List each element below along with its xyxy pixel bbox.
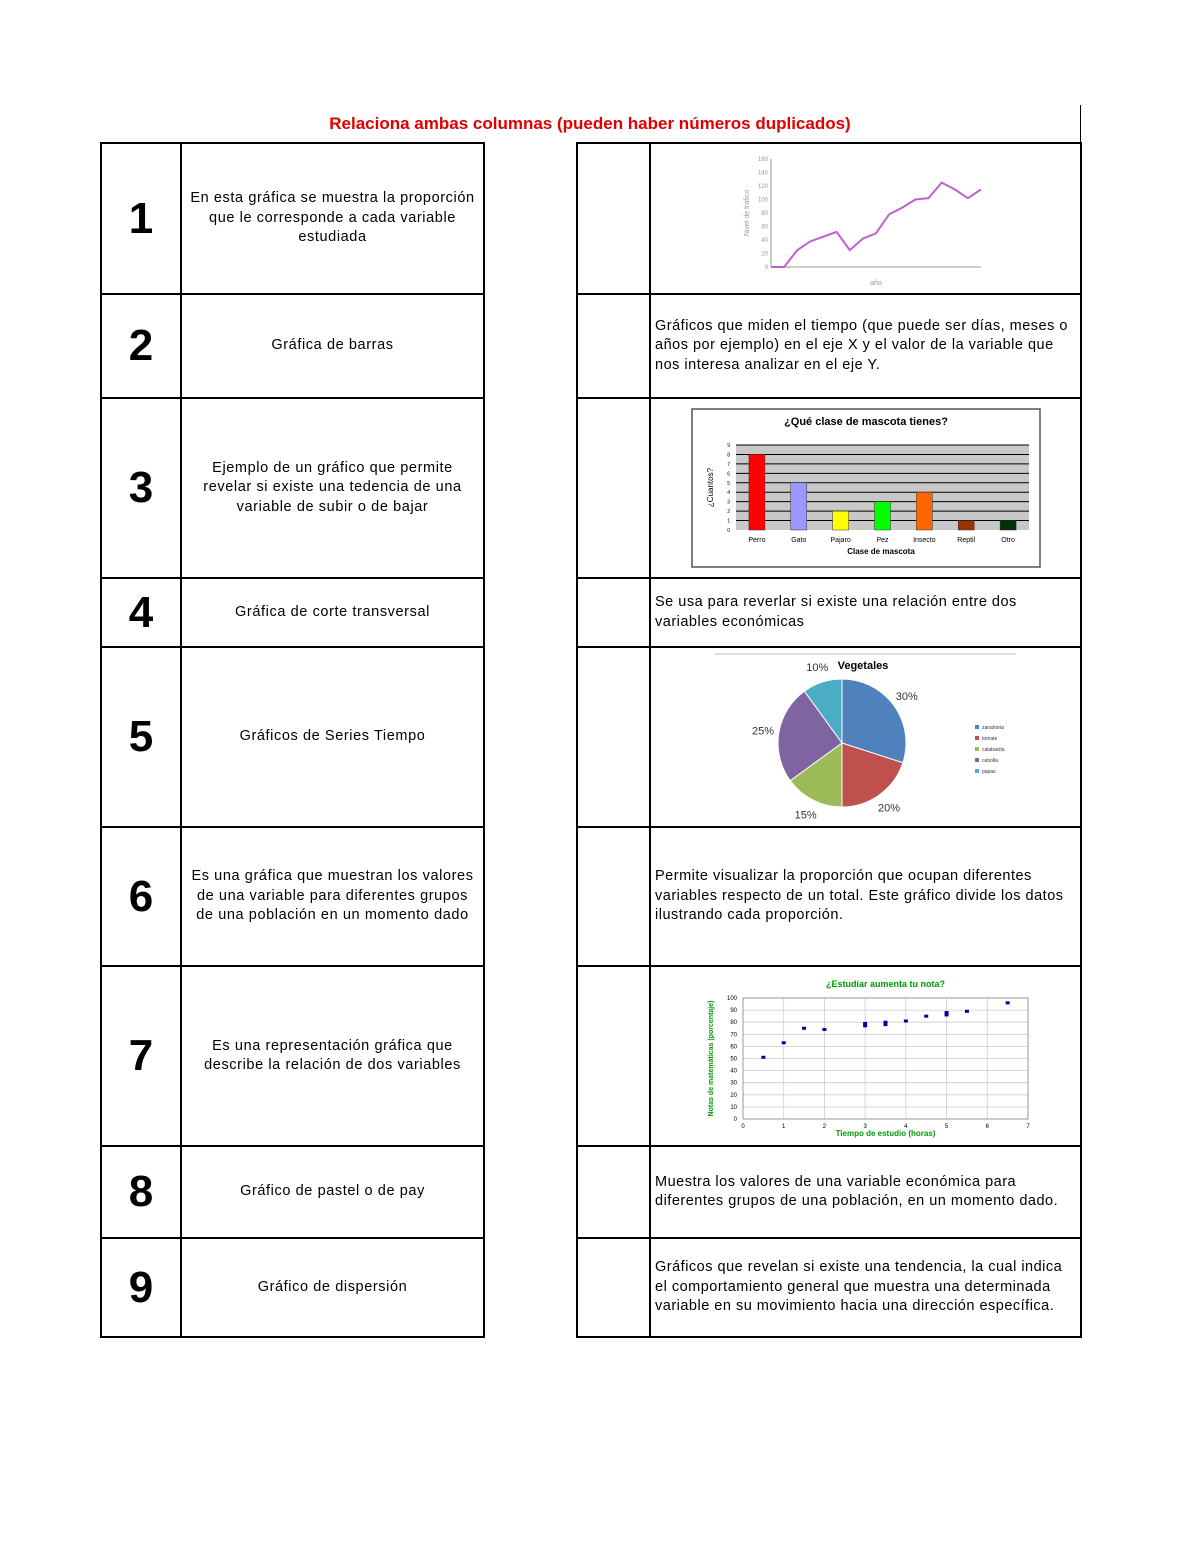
item-description: Gráfica de barras (181, 294, 484, 398)
y-tick-label: 50 (730, 1056, 737, 1062)
y-tick-label: 9 (726, 443, 730, 449)
right-column-table (576, 142, 1082, 1338)
legend-label: cebolla (982, 758, 998, 764)
y-tick-label: 80 (730, 1019, 737, 1026)
x-tick-label: 2 (822, 1123, 827, 1130)
data-point (761, 1055, 765, 1058)
y-tick-label: 100 (726, 995, 737, 1002)
x-tick-label: 0 (741, 1123, 745, 1130)
y-tick-label: 160 (757, 156, 768, 163)
legend-swatch (975, 758, 979, 762)
y-tick-label: 4 (726, 490, 730, 497)
chart-title: ¿Estudiar aumenta tu nota? (825, 978, 946, 989)
left-row-6 (101, 827, 484, 966)
data-point (802, 1026, 806, 1029)
y-tick-label: 120 (757, 183, 768, 190)
page-title: Relaciona ambas columnas (pueden haber números duplicados) (329, 114, 851, 133)
x-tick-label: 3 (863, 1123, 867, 1130)
x-tick-label: 6 (985, 1123, 989, 1130)
right-row-2 (577, 294, 1081, 398)
item-number: 8 (101, 1146, 181, 1238)
bar-chart (691, 408, 1041, 568)
x-tick-label: Pez (875, 537, 889, 544)
scatter-chart-cell (650, 966, 1081, 1146)
y-tick-label: 90 (730, 1007, 737, 1014)
item-description: Gráficos de Series Tiempo (181, 647, 484, 827)
data-point (822, 1027, 826, 1030)
right-row-3 (577, 398, 1081, 578)
column-divider (1080, 105, 1081, 143)
y-tick-label: 30 (730, 1080, 737, 1087)
x-tick-label: Pajaro (830, 537, 851, 544)
data-point (884, 1020, 888, 1023)
legend-label: zanahoria (982, 725, 1004, 731)
y-tick-label: 40 (730, 1068, 737, 1075)
bar (748, 454, 764, 530)
y-tick-label: 7 (726, 461, 730, 468)
item-number: 4 (101, 578, 181, 647)
line-chart-cell (650, 143, 1081, 294)
item-description: Muestra los valores de una variable económica para diferentes grupos de una población, en un momento dado. (650, 1146, 1081, 1238)
x-axis-label: Tiempo de estudio (horas) (835, 1128, 936, 1138)
x-tick-label: 7 (1026, 1123, 1030, 1130)
pie-chart (713, 653, 1018, 821)
legend-label: tomate (982, 736, 998, 742)
slice-label: 20% (878, 802, 901, 815)
y-tick-label: 10 (730, 1104, 737, 1111)
answer-blank[interactable] (577, 578, 650, 647)
answer-blank[interactable] (577, 966, 650, 1146)
x-tick-label: Otro (1000, 537, 1015, 544)
y-tick-label: 3 (726, 499, 730, 506)
right-row-6 (577, 827, 1081, 966)
x-tick-label: Gato (790, 537, 806, 544)
bar (790, 483, 806, 530)
answer-blank[interactable] (577, 827, 650, 966)
left-column-table (100, 142, 485, 1338)
left-row-3 (101, 398, 484, 578)
x-tick-label: Insecto (912, 537, 936, 544)
item-description: Gráfico de dispersión (181, 1238, 484, 1337)
item-number: 5 (101, 647, 181, 827)
answer-blank[interactable] (577, 294, 650, 398)
y-tick-label: 100 (757, 197, 768, 203)
answer-blank[interactable] (577, 143, 650, 294)
x-axis-label: Clase de mascota (846, 547, 915, 556)
y-tick-label: 0 (764, 264, 768, 271)
slice-label: 30% (895, 690, 918, 703)
item-number: 9 (101, 1238, 181, 1337)
left-row-9 (101, 1238, 484, 1337)
y-tick-label: 70 (730, 1031, 737, 1038)
y-axis-label: Nivel de tráfico (743, 189, 751, 236)
y-tick-label: 1 (726, 518, 730, 525)
legend-label: papas (982, 769, 996, 775)
y-tick-label: 6 (726, 471, 730, 478)
item-number: 7 (101, 966, 181, 1146)
data-point (1006, 1001, 1010, 1004)
answer-blank[interactable] (577, 1238, 650, 1337)
y-tick-label: 60 (760, 224, 768, 230)
left-row-7 (101, 966, 484, 1146)
legend-swatch (975, 769, 979, 773)
right-row-5 (577, 647, 1081, 827)
y-tick-label: 0 (733, 1116, 737, 1123)
y-tick-label: 80 (760, 210, 768, 217)
slice-label: 25% (751, 725, 775, 738)
answer-blank[interactable] (577, 398, 650, 578)
y-axis-label: Notas de matemáticas (porcentaje) (708, 1000, 715, 1116)
y-tick-label: 2 (726, 509, 730, 516)
data-point (924, 1014, 928, 1017)
slice-label: 10% (806, 661, 829, 674)
item-description: En esta gráfica se muestra la proporción que le corresponde a cada variable estudiada (181, 143, 484, 294)
chart-title: Vegetales (837, 660, 889, 672)
item-number: 3 (101, 398, 181, 578)
bar (874, 502, 890, 530)
answer-blank[interactable] (577, 647, 650, 827)
x-tick-label: 4 (904, 1123, 908, 1130)
data-point (863, 1021, 867, 1024)
y-tick-label: 5 (726, 480, 730, 487)
item-number: 2 (101, 294, 181, 398)
item-number: 1 (101, 143, 181, 294)
chart-title: ¿Qué clase de mascota tienes? (783, 416, 948, 428)
item-description: Ejemplo de un gráfico que permite revelar si existe una tedencia de una variable de subir o de bajar (181, 398, 484, 578)
y-tick-label: 40 (760, 237, 768, 244)
pie-chart-cell (650, 647, 1081, 827)
item-description: Permite visualizar la proporción que ocupan diferentes variables respecto de un total. Este gráfico divide los datos ilustrando cada proporción. (650, 827, 1081, 966)
data-point (904, 1019, 908, 1022)
legend-label: calabacita (982, 747, 1005, 753)
line-chart (741, 149, 991, 289)
x-tick-label: Reptil (956, 537, 975, 544)
data-point (782, 1041, 786, 1044)
right-row-9 (577, 1238, 1081, 1337)
item-description: Gráficos que miden el tiempo (que puede ser días, meses o años por ejemplo) en el eje X y el valor de la variable que nos interesa analizar en el eje Y. (650, 294, 1081, 398)
left-row-2 (101, 294, 484, 398)
legend-swatch (975, 736, 979, 740)
bar (832, 511, 848, 530)
x-tick-label: 1 (782, 1123, 786, 1130)
item-description: Se usa para reverlar si existe una relación entre dos variables económicas (650, 578, 1081, 647)
data-point (945, 1011, 949, 1014)
y-tick-label: 140 (757, 170, 768, 176)
bar (1000, 521, 1016, 530)
item-description: Gráficos que revelan si existe una tendencia, la cual indica el comportamiento general que muestra una determinada variable en su movimiento hacia una dirección específica. (650, 1238, 1081, 1337)
right-row-1 (577, 143, 1081, 294)
slice-label: 15% (794, 809, 817, 821)
item-description: Es una representación gráfica que describe la relación de dos variables (181, 966, 484, 1146)
left-row-1 (101, 143, 484, 294)
right-row-4 (577, 578, 1081, 647)
legend-swatch (975, 747, 979, 751)
y-tick-label: 20 (730, 1092, 737, 1099)
y-tick-label: 20 (760, 251, 768, 257)
series-line (771, 182, 981, 266)
left-row-4 (101, 578, 484, 647)
legend-swatch (975, 725, 979, 729)
item-number: 6 (101, 827, 181, 966)
right-row-8 (577, 1146, 1081, 1238)
item-description: Gráfica de corte transversal (181, 578, 484, 647)
y-tick-label: 8 (726, 452, 730, 459)
right-row-7 (577, 966, 1081, 1146)
y-axis-label: ¿Cuantos? (705, 467, 715, 508)
bar-chart-cell (650, 398, 1081, 578)
bar (916, 492, 932, 530)
scatter-chart (693, 974, 1038, 1139)
y-tick-label: 0 (726, 528, 730, 534)
answer-blank[interactable] (577, 1146, 650, 1238)
item-description: Gráfico de pastel o de pay (181, 1146, 484, 1238)
data-point (965, 1009, 969, 1012)
x-tick-label: Perro (747, 537, 765, 544)
x-axis-label: año (869, 279, 882, 287)
y-tick-label: 60 (730, 1043, 737, 1050)
left-row-5 (101, 647, 484, 827)
item-description: Es una gráfica que muestran los valores de una variable para diferentes grupos de una población en un momento dado (181, 827, 484, 966)
x-tick-label: 5 (944, 1123, 949, 1130)
bar (958, 521, 974, 530)
left-row-8 (101, 1146, 484, 1238)
